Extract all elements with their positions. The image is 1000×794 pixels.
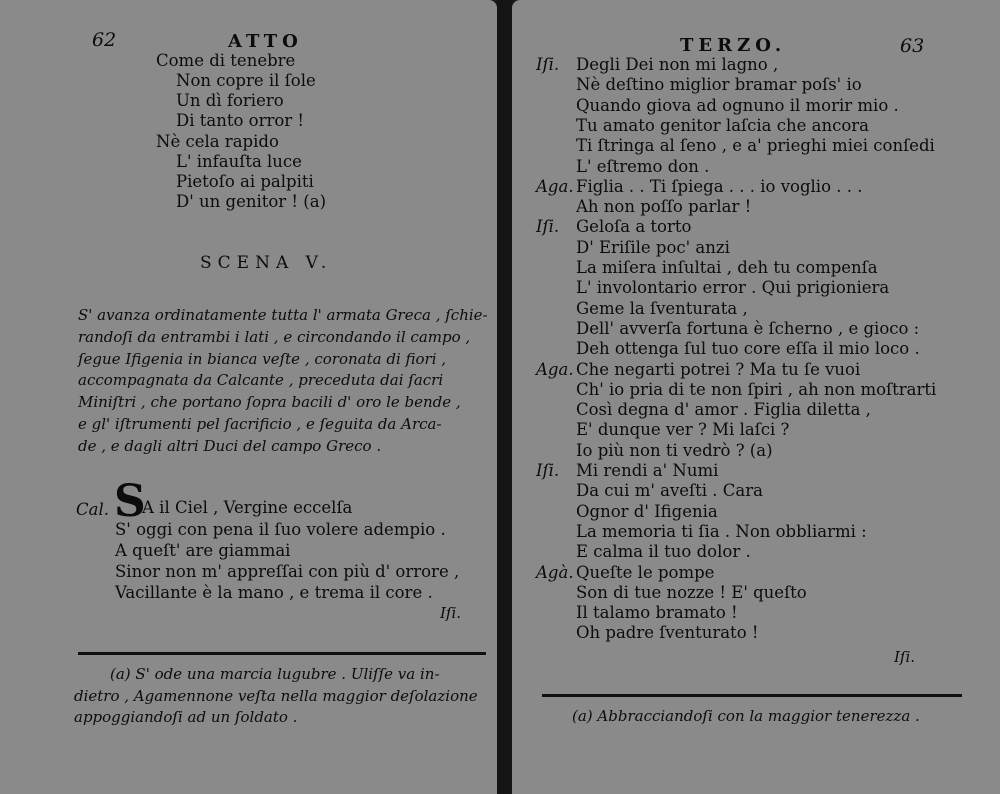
verse-line: Io più non ti vedrò ? (a) [576,440,773,460]
verse-line: Un dì foriero [176,91,284,110]
footnote-rule [542,694,962,697]
verse-line: Queſte le pompe [576,562,715,582]
verse-line: E calma il tuo dolor . [576,542,751,562]
page-number: 62 [92,29,117,51]
verse-line: Son di tue nozze ! E' queſto [576,582,807,602]
verse-line: A il Ciel , Vergine eccelſa [142,498,353,517]
page-number: 63 [900,35,925,57]
verse-line: L' eſtremo don . [576,156,710,176]
verse-line: D' un genitor ! (a) [176,192,327,211]
verse-line: Degli Dei non mi lagno , [576,55,779,74]
verse-line: Dell' avverſa fortuna è ſcherno , e gioco : [576,318,920,338]
speaker-label: Cal. [76,500,109,519]
stage-direction-line: e gl' iſtrumenti pel ſacrificio , e ſeguita da Arca- [78,415,442,433]
speaker-label: Agà. [536,562,574,582]
catchword: Iſi. [894,648,916,666]
left-page [0,0,497,794]
verse-line: Ah non poſſo parlar ! [576,197,752,217]
verse-line: Nè deſtino miglior bramar poſs' io [576,75,862,95]
footnote-line: appoggiandoſi ad un ſoldato . [74,708,298,726]
verse-line: D' Eriſile poc' anzi [576,237,730,257]
right-page [512,0,1000,794]
catchword: Iſi. [440,604,462,622]
scene-title: SCENA V. [200,253,333,273]
footnote-line: (a) Abbracciandoſi con la maggior tenerezza . [572,707,920,725]
verse-line: La memoria ti ſia . Non obbliarmi : [576,521,867,541]
verse-line: Che negarti potrei ? Ma tu ſe vuoi [576,359,861,379]
verse-line: Geme la ſventurata , [576,298,748,318]
verse-line: Pietoſo ai palpiti [176,172,314,191]
footnote-line: dietro , Agamennone veſta nella maggior deſolazione [74,687,478,705]
verse-line: Di tanto orror ! [176,111,305,130]
verse-line: Deh ottenga ſul tuo core eſſa il mio loco . [576,339,920,359]
verse-line: Ognor d' Ifigenia [576,501,718,521]
verse-line: Mi rendi a' Numi [576,461,719,480]
verse-line: Figlia . . Ti ſpiega . . . io voglio . . . [576,176,863,196]
book-gutter [497,0,512,794]
stage-direction-line: ſegue Ifigenia in bianca veſte , coronata di fiori , [78,350,447,368]
verse-line: Nè cela rapido [156,132,279,151]
verse-line: Quando giova ad ognuno il morir mio . [576,95,899,115]
verse-line: Ti ſtringa al ſeno , e a' prieghi miei conſedi [576,136,935,156]
footnote-line: (a) S' ode una marcia lugubre . Uliſſe va in- [110,665,440,683]
verse-line: Tu amato genitor laſcia che ancora [576,115,869,135]
verse-line: Ch' io pria di te non ſpiri , ah non moſtrarti [576,379,937,399]
verse-line: Vacillante è la mano , e trema il core . [115,583,433,602]
verse-line: Come di tenebre [156,51,296,70]
verse-line: A queſt' are giammai [115,541,291,560]
verse-line: Così degna d' amor . Figlia diletta , [576,400,871,420]
speaker-label: Iſi. [536,55,560,74]
speaker-label: Aga. [536,176,574,196]
stage-direction-line: S' avanza ordinatamente tutta l' armata Greca , ſchie- [78,306,488,324]
stage-direction-line: de , e dagli altri Duci del campo Greco . [78,437,382,455]
verse-line: Sinor non m' appreſſai con più d' orrore , [115,562,460,581]
drop-cap: S [114,476,146,527]
footnote-rule [78,652,486,655]
stage-direction-line: Miniſtri , che portano ſopra bacili d' oro le bende , [78,393,461,411]
verse-line: S' oggi con pena il ſuo volere adempio . [115,520,446,539]
speaker-label: Aga. [536,359,574,379]
verse-line: Geloſa a torto [576,217,692,237]
speaker-label: Iſi. [536,461,560,480]
verse-line: La miſera inſultai , deh tu compenſa [576,258,878,277]
verse-line: Il talamo bramato ! [576,603,738,623]
stage-direction-line: accompagnata da Calcante , preceduta dai ſacri [78,371,444,389]
running-head: TERZO. [680,35,787,56]
verse-line: Oh padre ſventurato ! [576,623,759,643]
speaker-label: Iſi. [536,217,560,237]
running-head: ATTO [228,31,303,52]
verse-line: E' dunque ver ? Mi laſci ? [576,420,790,440]
verse-line: L' involontario error . Qui prigioniera [576,278,890,298]
verse-line: L' infauſta luce [176,152,302,171]
verse-line: Non copre il ſole [176,71,316,90]
verse-line: Da cui m' aveſti . Cara [576,481,763,501]
stage-direction-line: randoſi da entrambi i lati , e circondando il campo , [78,328,471,346]
